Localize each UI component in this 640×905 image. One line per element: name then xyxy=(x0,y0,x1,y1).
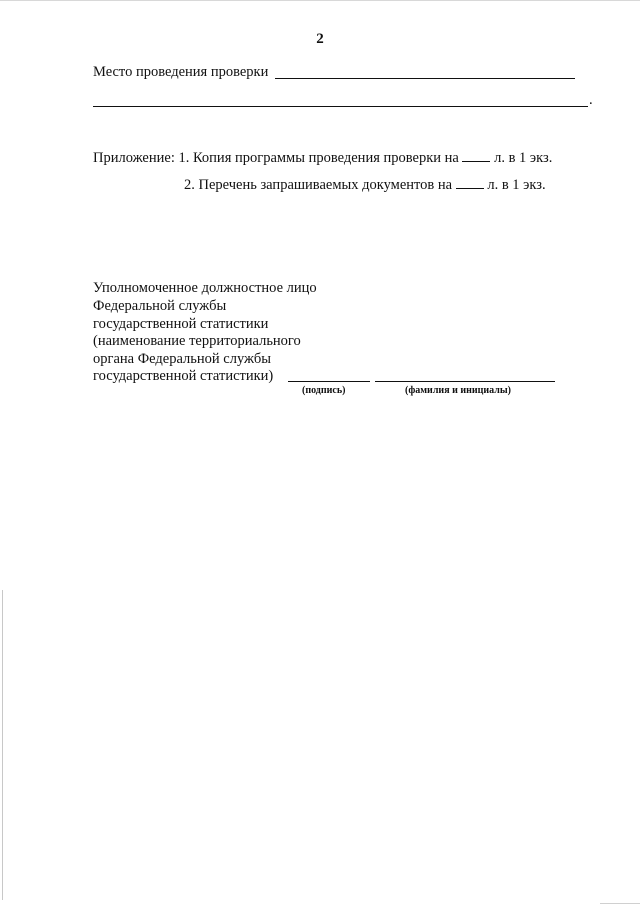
appendix-item-1-suffix: л. в 1 экз. xyxy=(494,150,553,166)
name-caption: (фамилия и инициалы) xyxy=(405,385,512,396)
official-line-3: государственной статистики xyxy=(93,316,269,332)
signature-blank-line xyxy=(288,381,370,382)
page-number: 2 xyxy=(316,31,324,47)
official-line-1: Уполномоченное должностное лицо xyxy=(93,280,317,296)
appendix-item-1-pages-blank xyxy=(462,148,490,162)
place-blank-line-2 xyxy=(93,106,588,107)
official-line-4: (наименование территориального xyxy=(93,333,301,349)
place-end-mark: . xyxy=(589,92,593,108)
official-line-2: Федеральной службы xyxy=(93,298,227,314)
appendix-item-2-suffix: л. в 1 экз. xyxy=(487,177,546,193)
official-line-6: государственной статистики) xyxy=(93,368,274,384)
scan-edge-top xyxy=(0,0,640,1)
appendix-item-2 xyxy=(184,175,546,194)
scan-edge-bottom xyxy=(600,903,640,904)
appendix-item-1-text: Приложение: 1. Копия программы проведения проверки на xyxy=(93,150,459,166)
appendix-item-2-text: 2. Перечень запрашиваемых документов на xyxy=(184,177,453,193)
signature-caption: (подпись) xyxy=(302,385,346,396)
name-blank-line xyxy=(375,381,555,382)
place-label: Место проведения проверки xyxy=(93,64,269,80)
official-line-5: органа Федеральной службы xyxy=(93,351,271,367)
appendix-item-2-pages-blank xyxy=(456,175,484,189)
place-blank-line-1 xyxy=(275,78,575,79)
appendix-item-1 xyxy=(93,148,552,167)
scan-edge-left xyxy=(2,590,3,900)
